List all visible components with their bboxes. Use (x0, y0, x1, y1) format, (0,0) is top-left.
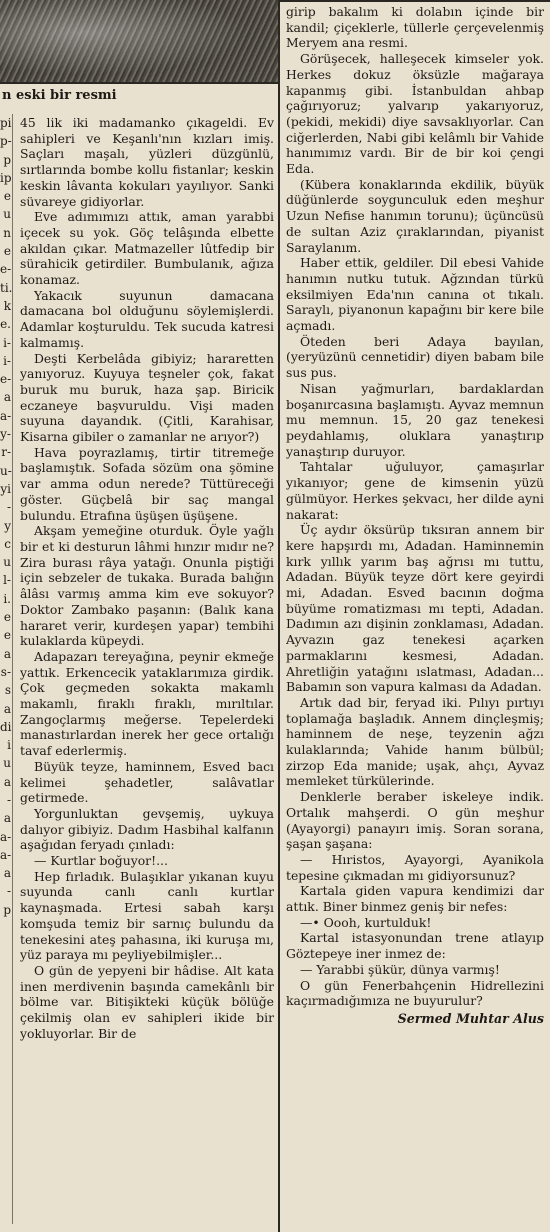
article-paragraph: Nisan yağmurları, bardaklardan boşanırcasına başlamıştı. Ayvaz memnun mu memnun. 15, 20 gaz tenekesi peydahlamış, oluklara yanaştırıp yanaştırıp duruyor. (286, 380, 544, 459)
article-paragraph: Kartal istasyonundan trene atlayıp Göztepeye iner inmez de: (286, 930, 544, 962)
article-paragraph: Akşam yemeğine oturduk. Öyle yağlı bir et ki desturun lâhmi hınzır mıdır ne? Zira burası râya yatağı. Onunla piştiği için sebzeler de tukaka. Burada balığın âlâsı varmış amma kim eve sokuyor? Doktor Zambako paşanın: (Balık kana hararet verir, kurdeşen yapar) tembihi kulaklarda küpeydi. (20, 523, 274, 649)
fragment-line: c (4, 536, 11, 551)
article-paragraph: Büyük teyze, haminnem, Esved bacı kelimei şehadetler, salâvatlar getirmede. (20, 758, 274, 806)
article-paragraph: Haber ettik, geldiler. Dil ebesi Vahide hanımın nutku tutuk. Ağzından türkü eksilmiyen Eda'nın canına ot tıkalı. Saraylı, piyanonun kapağını bir kere bile açmadı. (286, 255, 544, 334)
article-paragraph: Tahtalar uğuluyor, çamaşırlar yıkanıyor; gene de kimsenin yüzü gülmüyor. Herkes şekvacı, her dilde ayni nakarat: (286, 459, 544, 522)
fragment-line: e- (0, 262, 12, 277)
article-paragraph: girip bakalım ki dolabın içinde bir kandil; çiçeklerle, tüllerle çerçevelenmiş Meryem ana resmi. (286, 4, 544, 51)
fragment-line: - (6, 884, 11, 899)
fragment-line: i- (3, 335, 11, 350)
article-paragraph: (Kübera konaklarında ekdilik, büyük düğünlerde soygunculuk eden meşhur Uzun Nefise hanımın torunu); üçüncüsü de sultan Aziz çıraklarından, piyanist Saraylanım. (286, 176, 544, 255)
fragment-line: p- (0, 134, 12, 149)
article-paragraph: Yakacık suyunun damacana damacana bol olduğunu söylemişlerdi. Adamlar koşturuldu. Tek sucuda katresi kalmamış. (20, 287, 274, 350)
fragment-line: e (3, 244, 11, 259)
fragment-line: yi (0, 481, 11, 496)
fragment-line: a (3, 646, 11, 661)
fragment-line: a- (0, 408, 12, 423)
fragment-line: l- (3, 573, 11, 588)
fragment-line: e- (0, 372, 12, 387)
fragment-line: pi (0, 116, 12, 130)
author-signature: Sermed Muhtar Alus (397, 1011, 544, 1026)
fragment-line: i. (3, 591, 11, 606)
fragment-line: e (3, 610, 11, 625)
article-paragraph: Hep fırladık. Bulaşıklar yıkanan kuyu suyunda canlı canlı kurtlar kaynaşmada. Ertesi sabah karşı komşuda temiz bir sarnıç bulundu da tenekesini ateş pahasına, iki kuruşa mı, yüz paraya mı peyliyebilmişler... (20, 868, 274, 963)
photo-fragment (0, 0, 278, 84)
middle-article-column (20, 115, 274, 1225)
fragment-line: a (3, 701, 11, 716)
fragment-line: ti. (0, 280, 12, 295)
fragment-line: u (3, 555, 11, 570)
fragment-line: e (3, 189, 11, 204)
article-paragraph: Görüşecek, halleşecek kimseler yok. Herkes dokuz öksüzle mağaraya kapanmış gibi. İstanbuldan ahbap çağırıyoruz; yalvarıp yakarıyoruz, (pekidi, mekidi) diye savsaklıyorlar. Can ciğerlerden, Nabi gibi kelâmlı bir Vahide hanımımız vardı. Bir de bir koi çengi Eda. (286, 51, 544, 177)
photo-caption: n eski bir resmi (2, 88, 117, 103)
fragment-line: a- (0, 829, 12, 844)
fragment-line: - (6, 792, 11, 807)
article-paragraph: Deşti Kerbelâda gibiyiz; hararetten yanıyoruz. Kuyuya teşneler çok, fakat buruk mu buruk, haza şap. Biricik eczaneye başvuruldu. Vişi maden suyuna dayandık. (Çitli, Karahisar, Kisarna gibiler o zamanlar ne arıyor?) (20, 350, 274, 445)
article-paragraph: Öteden beri Adaya bayılan, (yeryüzünü cennetidir) diyen babam bile sus pus. (286, 333, 544, 381)
fragment-line: r- (1, 445, 11, 460)
article-paragraph: O gün Fenerbahçenin Hidrellezini kaçırmadığımıza ne buyurulur? (286, 977, 544, 1009)
fragment-line: a (3, 866, 11, 881)
article-paragraph: Hava poyrazlamış, tirtir titremeğe başlamıştık. Sofada sözüm ona şömine var amma odun nerede? Tüttüreceği göster. Güçbelâ bir saç mangal bulundu. Etrafına üşüşen üşüşene. (20, 444, 274, 523)
article-paragraph: Artık dad bir, feryad iki. Pılıyı pırtıyı toplamağa başladık. Annem dinçleşmiş; haminnem de neşe, teyzenin ağzı kulaklarında; Vahide hanım bülbül; zirzop Eda manide; uşak, ahçı, Ayvaz memleket türkülerinde. (286, 694, 544, 789)
article-paragraph: — Yarabbi şükür, dünya varmış! (300, 961, 500, 977)
fragment-line: - (6, 500, 11, 515)
fragment-line: u- (0, 463, 12, 478)
article-paragraph: Denklerle beraber iskeleye indik. Ortalık mahşerdi. O gün meşhur (Ayayorgi) panayırı imiş. Soran sorana, şaşan şaşana: (286, 789, 544, 852)
fragment-line: a (3, 811, 11, 826)
fragment-line: s- (0, 664, 11, 679)
article-paragraph: Eve adımımızı attık, aman yarabbi içecek su yok. Göç telâşında elbette akıldan çıkar. Matmazeller lûtfedip bir sürahicik getirdiler. Bumbulanık, ağıza konamaz. (20, 209, 274, 288)
fragment-line: y (4, 518, 11, 533)
fragment-line: a- (0, 847, 12, 862)
fragment-line: k (3, 298, 11, 313)
article-paragraph: O gün de yepyeni bir hâdise. Alt kata inen merdivenin başında camekânlı bir bölme var. Bitişikteki küçük bölüğe çekilmiş olan ev sahipleri ikide bir yokluyorlar. Bir de (20, 962, 274, 1041)
fragment-line: e (3, 628, 11, 643)
article-paragraph: Yorgunluktan gevşemiş, uykuya dalıyor gibiyiz. Dadım Hasbihal kalfanın aşağıdan feryadı çınladı: (20, 805, 274, 853)
article-paragraph: Kartala giden vapura kendimizi dar attık. Biner binmez geniş bir nefes: (286, 883, 544, 915)
fragment-line: e. (0, 317, 11, 332)
article-paragraph: — Hıristos, Ayayorgi, Ayanikola tepesine çıkmadan mı gidiyorsunuz? (286, 851, 544, 883)
article-paragraph: —• Oooh, kurtulduk! (300, 914, 432, 930)
article-paragraph: — Kurtlar boğuyor!... (34, 853, 168, 869)
article-paragraph: 45 lik iki madamanko çıkageldi. Ev sahipleri ve Keşanlı'nın kızları imiş. Saçları maşalı, yüzleri düzgünlü, sırtlarında bombe kollu fistanlar; keskin keskin lâvanta kokuları yayılıyor. Sanki süvareye gidiyorlar. (20, 115, 274, 209)
fragment-line: u (3, 207, 11, 222)
fragment-line: u (3, 756, 11, 771)
fragment-line: di (0, 719, 12, 734)
fragment-line: p (3, 902, 11, 917)
fragment-line: s (4, 683, 11, 698)
fragment-line: a (3, 774, 11, 789)
column-divider (278, 0, 280, 1232)
left-fragment-column (0, 114, 13, 1224)
article-paragraph: Üç aydır öksürüp tıksıran annem bir kere hapşırdı mı, Adadan. Haminnemin kırk yıllık yarım baş ağrısı mı tuttu, Adadan. Büyük teyze dört kere geyirdi mi, Adadan. Esved bacının doğma büyüme romatizması mı tepti, Adadan. Dadımın azı dişinin zonklaması, Adadan. Ayvazın gaz tenekesi açarken parmaklarını kesmesi, Adadan. Ahretliğin yatağını ıslatması, Adadan... Babamın son vapura kalması da Adadan. (286, 522, 544, 695)
fragment-line: i (7, 738, 11, 753)
fragment-line: y- (0, 427, 11, 442)
fragment-line: a (3, 390, 11, 405)
fragment-line: ip (0, 170, 12, 185)
article-paragraph: Adapazarı tereyağına, peynir ekmeğe yattık. Erkencecik yataklarımıza girdik. Çok geçmeden sokakta makamlı makamlı, fıraklı fıraklı, mırıltılar. Zangoçlarmış meğerse. Tepelerdeki manastırlardan inerek her gece ortalığı tavaf ederlermiş. (20, 648, 274, 759)
fragment-line: i- (3, 353, 11, 368)
fragment-line: n (3, 225, 11, 240)
fragment-line: p (3, 152, 11, 167)
right-article-column (286, 4, 544, 1224)
